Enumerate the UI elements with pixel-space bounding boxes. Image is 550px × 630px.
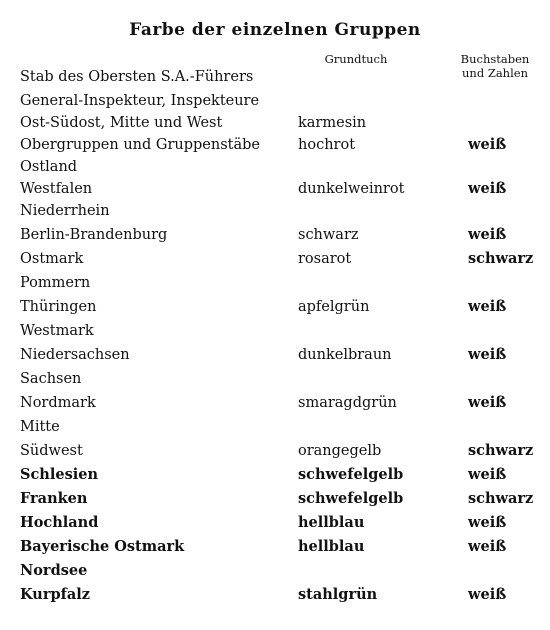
table-row <box>0 224 550 246</box>
table-row <box>0 296 550 318</box>
table-row <box>0 512 550 534</box>
group-name: Schlesien <box>20 466 99 483</box>
buchstaben-color: weiß <box>468 226 507 243</box>
column-header-buchstaben-line1: Buchstaben <box>460 52 530 66</box>
group-name: Kurpfalz <box>20 586 90 603</box>
grundtuch-color: hochrot <box>298 137 356 153</box>
grundtuch-color: dunkelweinrot <box>298 181 405 197</box>
group-name: Franken <box>20 490 88 507</box>
table-row <box>0 488 550 510</box>
group-name: Niedersachsen <box>20 347 130 363</box>
grundtuch-color: rosarot <box>298 251 352 267</box>
buchstaben-color: weiß <box>468 298 507 315</box>
grundtuch-color: schwefelgelb <box>298 466 404 483</box>
table-row <box>0 320 550 342</box>
buchstaben-color: weiß <box>468 346 507 363</box>
table-row <box>0 416 550 438</box>
group-name: Westmark <box>20 323 94 339</box>
grundtuch-color: hellblau <box>298 514 365 531</box>
group-name: Nordmark <box>20 395 96 411</box>
group-name: Niederrhein <box>20 203 110 219</box>
group-name: Hochland <box>20 514 99 531</box>
buchstaben-color: weiß <box>468 466 507 483</box>
buchstaben-color: weiß <box>468 586 507 603</box>
page-title: Farbe der einzelnen Gruppen <box>129 20 421 40</box>
buchstaben-color: weiß <box>468 136 507 153</box>
table-row <box>0 392 550 414</box>
grundtuch-color: schwefelgelb <box>298 490 404 507</box>
grundtuch-color: dunkelbraun <box>298 347 392 363</box>
group-name: Ostland <box>20 159 78 175</box>
column-header-buchstaben-line2: und Zahlen <box>462 66 528 80</box>
buchstaben-color: schwarz <box>468 490 534 507</box>
grundtuch-color: karmesin <box>298 115 367 131</box>
grundtuch-color: orangegelb <box>298 443 382 459</box>
table-row <box>0 248 550 270</box>
table-row <box>0 66 550 88</box>
buchstaben-color: schwarz <box>468 442 534 459</box>
group-name: Westfalen <box>20 181 93 197</box>
table-row <box>0 464 550 486</box>
buchstaben-color: weiß <box>468 514 507 531</box>
table-row <box>0 584 550 606</box>
table-row <box>0 90 550 112</box>
group-name: Ostmark <box>20 251 84 267</box>
table-row <box>0 440 550 462</box>
buchstaben-color: weiß <box>468 180 507 197</box>
grundtuch-color: schwarz <box>298 227 359 243</box>
buchstaben-color: weiß <box>468 394 507 411</box>
grundtuch-color: stahlgrün <box>298 586 378 603</box>
table-row <box>0 200 550 222</box>
grundtuch-color: smaragdgrün <box>298 395 397 411</box>
group-name: Ost-Südost, Mitte und West <box>20 115 223 131</box>
group-name: Nordsee <box>20 562 88 579</box>
column-header-grundtuch <box>306 52 406 66</box>
buchstaben-color: weiß <box>468 538 507 555</box>
table-row <box>0 178 550 200</box>
grundtuch-color: hellblau <box>298 538 365 555</box>
table-row <box>0 536 550 558</box>
column-header-grundtuch-label: Grundtuch <box>324 52 388 66</box>
group-name: Südwest <box>20 443 83 459</box>
grundtuch-color: apfelgrün <box>298 299 370 315</box>
table-row <box>0 368 550 390</box>
group-name: Mitte <box>20 419 60 435</box>
group-name: Obergruppen und Gruppenstäbe <box>20 137 261 153</box>
group-name: Stab des Obersten S.A.-Führers <box>20 69 254 85</box>
table-row <box>0 134 550 156</box>
buchstaben-color: schwarz <box>468 250 534 267</box>
table-row <box>0 272 550 294</box>
group-name: Sachsen <box>20 371 82 387</box>
table-row <box>0 344 550 366</box>
table-row <box>0 560 550 582</box>
table-row <box>0 156 550 178</box>
group-name: Pommern <box>20 275 91 291</box>
table-row <box>0 112 550 134</box>
group-name: Berlin-Brandenburg <box>20 227 168 243</box>
group-name: Thüringen <box>20 299 97 315</box>
group-name: Bayerische Ostmark <box>20 538 185 555</box>
group-name: General-Inspekteur, Inspekteure <box>20 93 260 109</box>
